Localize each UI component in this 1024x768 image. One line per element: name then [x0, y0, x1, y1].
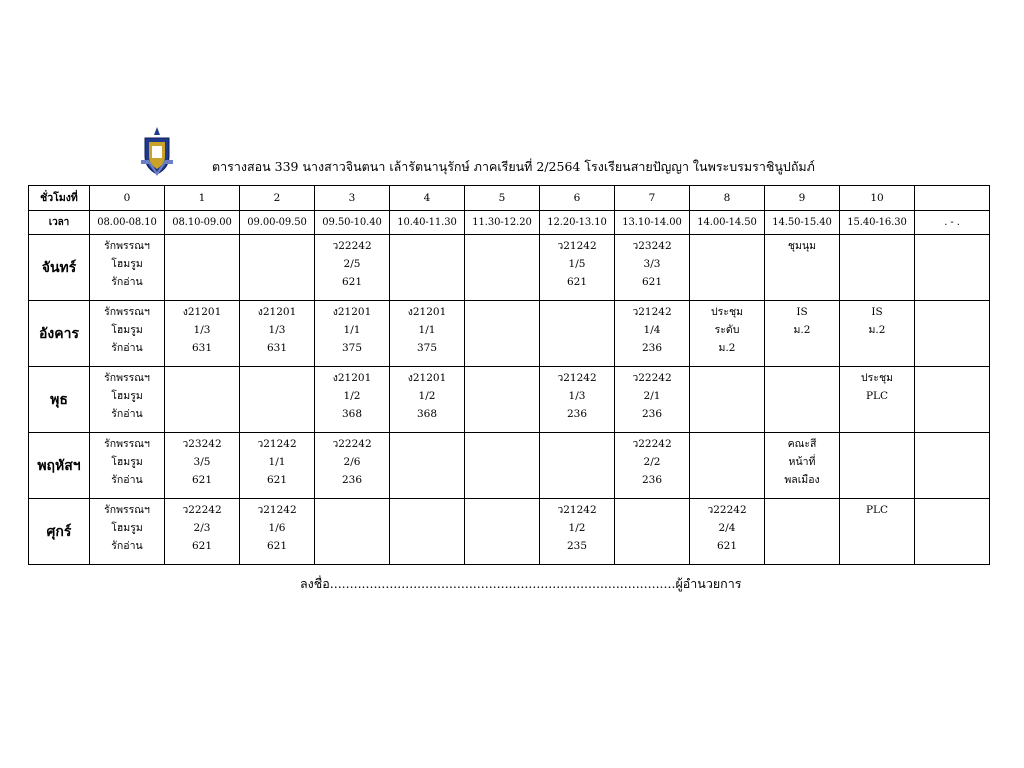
cell-line: โฮมรูม — [111, 258, 143, 270]
cell-line: รักพรรณฯ — [104, 372, 150, 384]
day-row — [29, 235, 990, 301]
cell-line: ว21242 — [257, 438, 297, 450]
schedule-cell — [915, 301, 990, 367]
schedule-cell — [315, 235, 390, 301]
schedule-cell — [615, 433, 690, 499]
schedule-cell — [90, 367, 165, 433]
cell-line: ว21242 — [557, 240, 597, 252]
cell-line: โฮมรูม — [111, 390, 143, 402]
cell-line: 631 — [191, 342, 213, 354]
timetable — [28, 185, 990, 565]
period-number: 8 — [690, 186, 765, 211]
cell-line: 236 — [641, 408, 663, 420]
cell-line: โฮมรูม — [111, 522, 143, 534]
time-slot: 08.00-08.10 — [90, 211, 165, 235]
schedule-cell — [165, 367, 240, 433]
cell-line: ว22242 — [707, 504, 747, 516]
period-header-row — [29, 186, 990, 211]
cell-line: ม.2 — [793, 324, 811, 336]
schedule-cell — [765, 367, 840, 433]
schedule-cell — [690, 235, 765, 301]
day-name: พุธ — [29, 367, 90, 433]
schedule-cell — [765, 499, 840, 565]
period-number: 7 — [615, 186, 690, 211]
cell-line: ว21242 — [557, 372, 597, 384]
period-number: 0 — [90, 186, 165, 211]
cell-line: 368 — [341, 408, 363, 420]
cell-line: 621 — [266, 474, 288, 486]
schedule-cell — [390, 433, 465, 499]
cell-line: 236 — [341, 474, 363, 486]
cell-line: IS — [871, 306, 883, 318]
day-name: ศุกร์ — [29, 499, 90, 565]
time-slot: 13.10-14.00 — [615, 211, 690, 235]
time-slot: 12.20-13.10 — [540, 211, 615, 235]
cell-line: ว22242 — [632, 438, 672, 450]
time-slot: 10.40-11.30 — [390, 211, 465, 235]
schedule-cell — [465, 367, 540, 433]
cell-line: 1/3 — [268, 324, 286, 336]
cell-line: 3/3 — [643, 258, 661, 270]
schedule-cell — [240, 367, 315, 433]
cell-line: ว23242 — [632, 240, 672, 252]
cell-line: 621 — [341, 276, 363, 288]
period-number: 5 — [465, 186, 540, 211]
school-emblem-icon — [139, 126, 175, 176]
cell-line: โฮมรูม — [111, 456, 143, 468]
cell-line: 236 — [641, 342, 663, 354]
schedule-cell — [315, 367, 390, 433]
cell-line: ง21201 — [257, 306, 297, 318]
cell-line: 621 — [716, 540, 738, 552]
cell-line: ระดับ — [714, 324, 740, 336]
schedule-cell — [915, 433, 990, 499]
cell-line: 1/1 — [268, 456, 286, 468]
schedule-cell — [540, 367, 615, 433]
schedule-cell — [390, 367, 465, 433]
period-number — [915, 186, 990, 211]
signature-line: ลงชื่อ.......................................................................................ผู้อำนวยการ — [300, 576, 742, 591]
schedule-cell — [840, 235, 915, 301]
period-number: 10 — [840, 186, 915, 211]
time-row — [29, 211, 990, 235]
cell-line: ว22242 — [632, 372, 672, 384]
schedule-cell — [615, 367, 690, 433]
schedule-cell — [615, 301, 690, 367]
schedule-cell — [165, 301, 240, 367]
schedule-cell — [240, 301, 315, 367]
cell-line: 1/1 — [343, 324, 361, 336]
time-slot: 08.10-09.00 — [165, 211, 240, 235]
cell-line: 2/4 — [718, 522, 736, 534]
cell-line: ม.2 — [868, 324, 886, 336]
schedule-cell — [315, 301, 390, 367]
schedule-cell — [465, 301, 540, 367]
cell-line: โฮมรูม — [111, 324, 143, 336]
cell-line: 375 — [416, 342, 438, 354]
cell-line: 1/2 — [343, 390, 361, 402]
cell-line: ง21201 — [332, 372, 372, 384]
day-name: พฤหัสฯ — [29, 433, 90, 499]
cell-line: ว21242 — [257, 504, 297, 516]
cell-line: ง21201 — [407, 306, 447, 318]
schedule-cell — [540, 433, 615, 499]
cell-line: ว21242 — [632, 306, 672, 318]
period-number: 2 — [240, 186, 315, 211]
cell-line: 3/5 — [193, 456, 211, 468]
cell-line: รักอ่าน — [111, 540, 143, 552]
schedule-cell — [540, 235, 615, 301]
cell-line: ว22242 — [332, 240, 372, 252]
schedule-cell — [90, 433, 165, 499]
schedule-cell — [840, 367, 915, 433]
cell-line: ม.2 — [718, 342, 736, 354]
period-number: 4 — [390, 186, 465, 211]
cell-line: 1/1 — [418, 324, 436, 336]
time-slot: 09.00-09.50 — [240, 211, 315, 235]
cell-line: ว23242 — [182, 438, 222, 450]
cell-line: ชุมนุม — [787, 240, 817, 252]
schedule-cell — [915, 499, 990, 565]
schedule-cell — [840, 499, 915, 565]
day-row — [29, 367, 990, 433]
schedule-cell — [315, 433, 390, 499]
cell-line: 236 — [641, 474, 663, 486]
cell-line: 2/2 — [643, 456, 661, 468]
time-slot: 14.50-15.40 — [765, 211, 840, 235]
cell-line: ง21201 — [182, 306, 222, 318]
cell-line: 1/6 — [268, 522, 286, 534]
cell-line: 2/5 — [343, 258, 361, 270]
period-number: 6 — [540, 186, 615, 211]
schedule-cell — [690, 301, 765, 367]
cell-line: ประชุม — [861, 372, 893, 384]
time-slot: 14.00-14.50 — [690, 211, 765, 235]
day-name: อังคาร — [29, 301, 90, 367]
cell-line: 1/3 — [193, 324, 211, 336]
period-number: 1 — [165, 186, 240, 211]
cell-line: ว22242 — [182, 504, 222, 516]
cell-line: รักพรรณฯ — [104, 306, 150, 318]
cell-line: รักพรรณฯ — [104, 438, 150, 450]
schedule-cell — [465, 433, 540, 499]
schedule-cell — [390, 301, 465, 367]
schedule-cell — [240, 235, 315, 301]
cell-line: 236 — [566, 408, 588, 420]
cell-line: ว22242 — [332, 438, 372, 450]
schedule-cell — [690, 499, 765, 565]
cell-line: รักอ่าน — [111, 342, 143, 354]
cell-line: รักพรรณฯ — [104, 504, 150, 516]
time-slot: 09.50-10.40 — [315, 211, 390, 235]
day-name: จันทร์ — [29, 235, 90, 301]
time-slot: . - . — [915, 211, 990, 235]
cell-line: 1/5 — [568, 258, 586, 270]
schedule-cell — [690, 433, 765, 499]
cell-line: พลเมือง — [784, 474, 820, 486]
schedule-cell — [765, 433, 840, 499]
schedule-cell — [165, 235, 240, 301]
schedule-cell — [465, 499, 540, 565]
cell-line: 235 — [566, 540, 588, 552]
cell-line: 1/2 — [568, 522, 586, 534]
schedule-cell — [765, 301, 840, 367]
cell-line: 2/6 — [343, 456, 361, 468]
schedule-cell — [540, 499, 615, 565]
cell-line: 2/3 — [193, 522, 211, 534]
cell-line: หน้าที่ — [788, 456, 816, 468]
cell-line: 621 — [566, 276, 588, 288]
schedule-cell — [165, 499, 240, 565]
schedule-cell — [915, 367, 990, 433]
cell-line: 2/1 — [643, 390, 661, 402]
cell-line: ประชุม — [711, 306, 743, 318]
cell-line: IS — [796, 306, 808, 318]
schedule-cell — [465, 235, 540, 301]
cell-line: 621 — [191, 474, 213, 486]
day-row — [29, 433, 990, 499]
period-number: 3 — [315, 186, 390, 211]
cell-line: รักอ่าน — [111, 408, 143, 420]
cell-line: รักอ่าน — [111, 276, 143, 288]
cell-line: ง21201 — [332, 306, 372, 318]
schedule-cell — [840, 433, 915, 499]
cell-line: PLC — [865, 504, 889, 516]
cell-line: PLC — [865, 390, 889, 402]
cell-line: 1/3 — [568, 390, 586, 402]
cell-line: 375 — [341, 342, 363, 354]
cell-line: ง21201 — [407, 372, 447, 384]
schedule-cell — [240, 499, 315, 565]
time-label: เวลา — [29, 211, 90, 235]
cell-line: คณะสี — [787, 438, 817, 450]
schedule-cell — [540, 301, 615, 367]
schedule-cell — [840, 301, 915, 367]
cell-line: รักอ่าน — [111, 474, 143, 486]
cell-line: ว21242 — [557, 504, 597, 516]
day-row — [29, 499, 990, 565]
cell-line: 1/4 — [643, 324, 661, 336]
time-slot: 15.40-16.30 — [840, 211, 915, 235]
cell-line: 631 — [266, 342, 288, 354]
page-title: ตารางสอน 339 นางสาวจินตนา เล้ารัตนานุรักษ์ ภาคเรียนที่ 2/2564 โรงเรียนสายปัญญา ในพระบรมราชินูปถัมภ์ — [212, 159, 815, 174]
schedule-cell — [765, 235, 840, 301]
schedule-cell — [690, 367, 765, 433]
cell-line: รักพรรณฯ — [104, 240, 150, 252]
period-header-label: ชั่วโมงที่ — [29, 186, 90, 211]
schedule-cell — [915, 235, 990, 301]
cell-line: 621 — [266, 540, 288, 552]
schedule-cell — [315, 499, 390, 565]
time-slot: 11.30-12.20 — [465, 211, 540, 235]
cell-line: 368 — [416, 408, 438, 420]
cell-line: 1/2 — [418, 390, 436, 402]
schedule-cell — [165, 433, 240, 499]
schedule-cell — [90, 301, 165, 367]
schedule-cell — [615, 235, 690, 301]
schedule-cell — [615, 499, 690, 565]
schedule-cell — [390, 499, 465, 565]
schedule-cell — [90, 499, 165, 565]
cell-line: 621 — [191, 540, 213, 552]
schedule-cell — [90, 235, 165, 301]
schedule-cell — [240, 433, 315, 499]
cell-line: 621 — [641, 276, 663, 288]
day-row — [29, 301, 990, 367]
schedule-cell — [390, 235, 465, 301]
period-number: 9 — [765, 186, 840, 211]
